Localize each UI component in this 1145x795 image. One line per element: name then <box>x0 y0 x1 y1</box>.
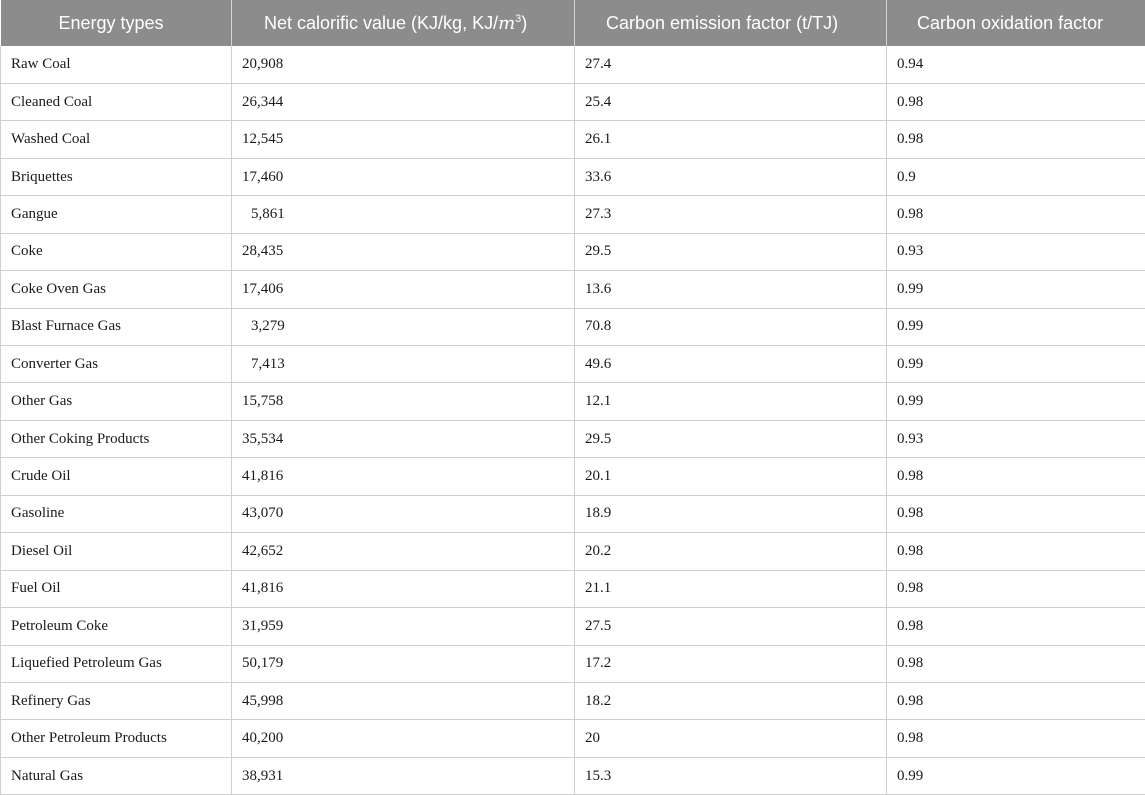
cell-carbon-emission-factor: 25.4 <box>575 83 887 120</box>
cell-net-calorific-value: 12,545 <box>232 121 575 158</box>
table-row <box>1 158 1145 195</box>
cell-energy-type: Gangue <box>1 196 232 233</box>
cell-net-calorific-value: 41,816 <box>232 570 575 607</box>
table-row <box>1 720 1145 757</box>
table-row <box>1 346 1145 383</box>
cell-net-calorific-value: 20,908 <box>232 46 575 83</box>
cell-energy-type: Other Petroleum Products <box>1 720 232 757</box>
table-row <box>1 46 1145 83</box>
cell-energy-type: Diesel Oil <box>1 533 232 570</box>
cell-energy-type: Gasoline <box>1 495 232 532</box>
header-energy-types: Energy types <box>1 0 232 46</box>
table-body <box>1 46 1145 795</box>
table-row <box>1 271 1145 308</box>
header-net-calorific-suffix: ) <box>521 12 528 33</box>
cell-carbon-emission-factor: 29.5 <box>575 420 887 457</box>
table-row <box>1 121 1145 158</box>
cell-carbon-oxidation-factor: 0.99 <box>887 308 1145 345</box>
cell-energy-type: Refinery Gas <box>1 682 232 719</box>
cell-net-calorific-value: 38,931 <box>232 757 575 794</box>
cell-carbon-oxidation-factor: 0.99 <box>887 271 1145 308</box>
table-row <box>1 383 1145 420</box>
cell-energy-type: Fuel Oil <box>1 570 232 607</box>
table-row <box>1 308 1145 345</box>
cell-energy-type: Crude Oil <box>1 458 232 495</box>
cell-carbon-emission-factor: 27.5 <box>575 608 887 645</box>
cell-carbon-oxidation-factor: 0.93 <box>887 420 1145 457</box>
header-net-calorific-value <box>232 0 575 46</box>
cell-carbon-oxidation-factor: 0.98 <box>887 121 1145 158</box>
cell-net-calorific-value: 31,959 <box>232 608 575 645</box>
cell-carbon-oxidation-factor: 0.99 <box>887 383 1145 420</box>
cell-carbon-oxidation-factor: 0.94 <box>887 46 1145 83</box>
table-header <box>1 0 1145 46</box>
cell-net-calorific-value: 7,413 <box>232 346 575 383</box>
header-carbon-oxidation-factor: Carbon oxidation factor <box>917 12 1104 33</box>
header-net-calorific-prefix: Net calorific value (KJ/kg, KJ/ <box>264 12 499 33</box>
cell-carbon-oxidation-factor: 0.98 <box>887 682 1145 719</box>
header-net-calorific-m: m <box>498 12 516 34</box>
cell-carbon-emission-factor: 20.2 <box>575 533 887 570</box>
cell-carbon-emission-factor: 17.2 <box>575 645 887 682</box>
header-row <box>1 0 1145 46</box>
table-row <box>1 757 1145 794</box>
cell-energy-type: Coke Oven Gas <box>1 271 232 308</box>
cell-carbon-emission-factor: 18.2 <box>575 682 887 719</box>
cell-carbon-oxidation-factor: 0.98 <box>887 720 1145 757</box>
cell-net-calorific-value: 17,460 <box>232 158 575 195</box>
cell-energy-type: Other Coking Products <box>1 420 232 457</box>
cell-carbon-emission-factor: 27.4 <box>575 46 887 83</box>
cell-carbon-oxidation-factor: 0.98 <box>887 458 1145 495</box>
table-row <box>1 570 1145 607</box>
header-net-calorific-exp: 3 <box>515 12 522 25</box>
cell-energy-type: Washed Coal <box>1 121 232 158</box>
cell-net-calorific-value: 40,200 <box>232 720 575 757</box>
table-row <box>1 233 1145 270</box>
cell-energy-type: Other Gas <box>1 383 232 420</box>
cell-carbon-emission-factor: 27.3 <box>575 196 887 233</box>
cell-carbon-emission-factor: 21.1 <box>575 570 887 607</box>
table-row <box>1 533 1145 570</box>
cell-energy-type: Converter Gas <box>1 346 232 383</box>
cell-carbon-oxidation-factor: 0.98 <box>887 608 1145 645</box>
cell-energy-type: Coke <box>1 233 232 270</box>
header-carbon-emission-factor: Carbon emission factor (t/TJ) <box>575 0 887 46</box>
cell-carbon-emission-factor: 18.9 <box>575 495 887 532</box>
cell-carbon-emission-factor: 29.5 <box>575 233 887 270</box>
cell-carbon-oxidation-factor: 0.98 <box>887 645 1145 682</box>
table-row <box>1 682 1145 719</box>
cell-energy-type: Raw Coal <box>1 46 232 83</box>
cell-carbon-emission-factor: 12.1 <box>575 383 887 420</box>
cell-net-calorific-value: 50,179 <box>232 645 575 682</box>
cell-energy-type: Natural Gas <box>1 757 232 794</box>
cell-carbon-emission-factor: 15.3 <box>575 757 887 794</box>
cell-carbon-oxidation-factor: 0.98 <box>887 533 1145 570</box>
cell-net-calorific-value: 17,406 <box>232 271 575 308</box>
cell-energy-type: Petroleum Coke <box>1 608 232 645</box>
cell-net-calorific-value: 45,998 <box>232 682 575 719</box>
table-row <box>1 420 1145 457</box>
cell-energy-type: Briquettes <box>1 158 232 195</box>
cell-carbon-oxidation-factor: 0.9 <box>887 158 1145 195</box>
cell-carbon-emission-factor: 70.8 <box>575 308 887 345</box>
cell-net-calorific-value: 5,861 <box>232 196 575 233</box>
table-row <box>1 196 1145 233</box>
cell-carbon-oxidation-factor: 0.98 <box>887 495 1145 532</box>
cell-net-calorific-value: 42,652 <box>232 533 575 570</box>
cell-net-calorific-value: 41,816 <box>232 458 575 495</box>
cell-carbon-emission-factor: 49.6 <box>575 346 887 383</box>
cell-carbon-emission-factor: 26.1 <box>575 121 887 158</box>
cell-carbon-emission-factor: 20.1 <box>575 458 887 495</box>
cell-energy-type: Blast Furnace Gas <box>1 308 232 345</box>
cell-carbon-oxidation-factor: 0.99 <box>887 346 1145 383</box>
table-row <box>1 83 1145 120</box>
table-row <box>1 458 1145 495</box>
cell-net-calorific-value: 15,758 <box>232 383 575 420</box>
cell-carbon-emission-factor: 33.6 <box>575 158 887 195</box>
cell-carbon-oxidation-factor: 0.98 <box>887 570 1145 607</box>
cell-energy-type: Cleaned Coal <box>1 83 232 120</box>
cell-carbon-oxidation-factor: 0.99 <box>887 757 1145 794</box>
cell-net-calorific-value: 43,070 <box>232 495 575 532</box>
cell-net-calorific-value: 28,435 <box>232 233 575 270</box>
cell-carbon-emission-factor: 20 <box>575 720 887 757</box>
table-row <box>1 495 1145 532</box>
cell-carbon-oxidation-factor: 0.93 <box>887 233 1145 270</box>
cell-carbon-oxidation-factor: 0.98 <box>887 196 1145 233</box>
table-row <box>1 608 1145 645</box>
cell-net-calorific-value: 35,534 <box>232 420 575 457</box>
cell-energy-type: Liquefied Petroleum Gas <box>1 645 232 682</box>
table-row <box>1 645 1145 682</box>
cell-net-calorific-value: 3,279 <box>232 308 575 345</box>
cell-carbon-oxidation-factor: 0.98 <box>887 83 1145 120</box>
cell-carbon-emission-factor: 13.6 <box>575 271 887 308</box>
cell-net-calorific-value: 26,344 <box>232 83 575 120</box>
